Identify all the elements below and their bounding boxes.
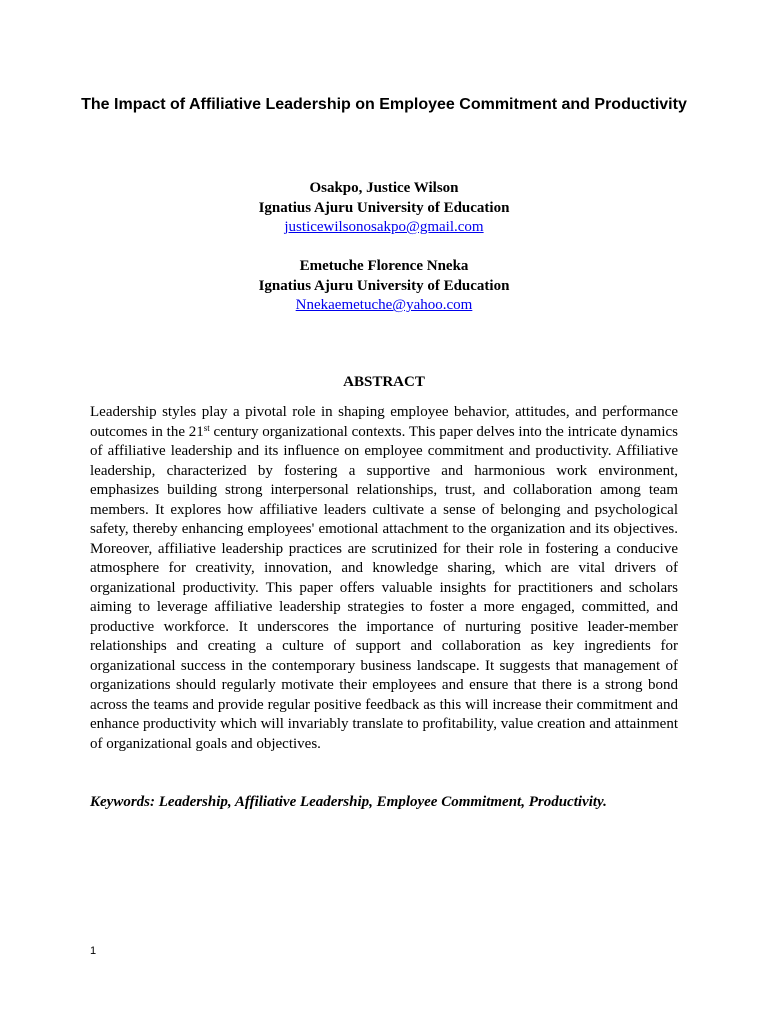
ordinal-superscript: st <box>203 422 210 433</box>
abstract-text-start: Leadership styles play a pivotal role in shaping employee behavior, attitudes, and performance outcomes in the 21 <box>90 404 678 440</box>
abstract-text <box>90 403 678 754</box>
author-block-1 <box>90 179 678 238</box>
abstract-text-rest: century organizational contexts. This paper delves into the intricate dynamics of affiliative leadership and its influence on employee commitment and productivity. Affiliative leadership, characterized by fostering a supportive and harmonious work environment, emphasizes building strong interpersonal relationships, trust, and collaboration among team members. It explores how affiliative leaders cultivate a sense of belonging and psychological safety, thereby enhancing employees' emotional attachment to the organization and its objectives. Moreover, affiliative leadership practices are scrutinized for their role in fostering a conducive atmosphere for creativity, innovation, and knowledge sharing, which are vital drivers of organizational productivity. This paper offers valuable insights for practitioners and scholars aiming to leverage affiliative leadership strategies to foster a more engaged, committed, and productive workforce. It underscores the importance of nurturing positive leader-member relationships and creating a culture of support and collaboration as key ingredients for organizational success in the contemporary business landscape. It suggests that management of organizations should regularly motivate their employees and ensure that there is a strong bond across the teams and provide regular positive feedback as this will increase their commitment and enhance productivity which will invariably translate to profitability, value creation and attainment of organizational goals and objectives. <box>90 423 678 752</box>
author-block-2 <box>90 257 678 316</box>
page-number: 1 <box>90 945 97 957</box>
author-affiliation: Ignatius Ajuru University of Education <box>258 277 510 294</box>
author-email-link[interactable]: justicewilsonosakpo@gmail.com <box>284 219 484 235</box>
abstract-heading: ABSTRACT <box>343 374 425 390</box>
keywords-line: Keywords: Leadership, Affiliative Leadership, Employee Commitment, Productivity. <box>90 794 607 810</box>
author-name: Osakpo, Justice Wilson <box>309 180 459 196</box>
author-email-link[interactable]: Nnekaemetuche@yahoo.com <box>295 297 473 313</box>
author-name: Emetuche Florence Nneka <box>299 258 469 274</box>
author-affiliation: Ignatius Ajuru University of Education <box>258 199 510 216</box>
paper-title: The Impact of Affiliative Leadership on Employee Commitment and Productivity <box>81 96 687 113</box>
